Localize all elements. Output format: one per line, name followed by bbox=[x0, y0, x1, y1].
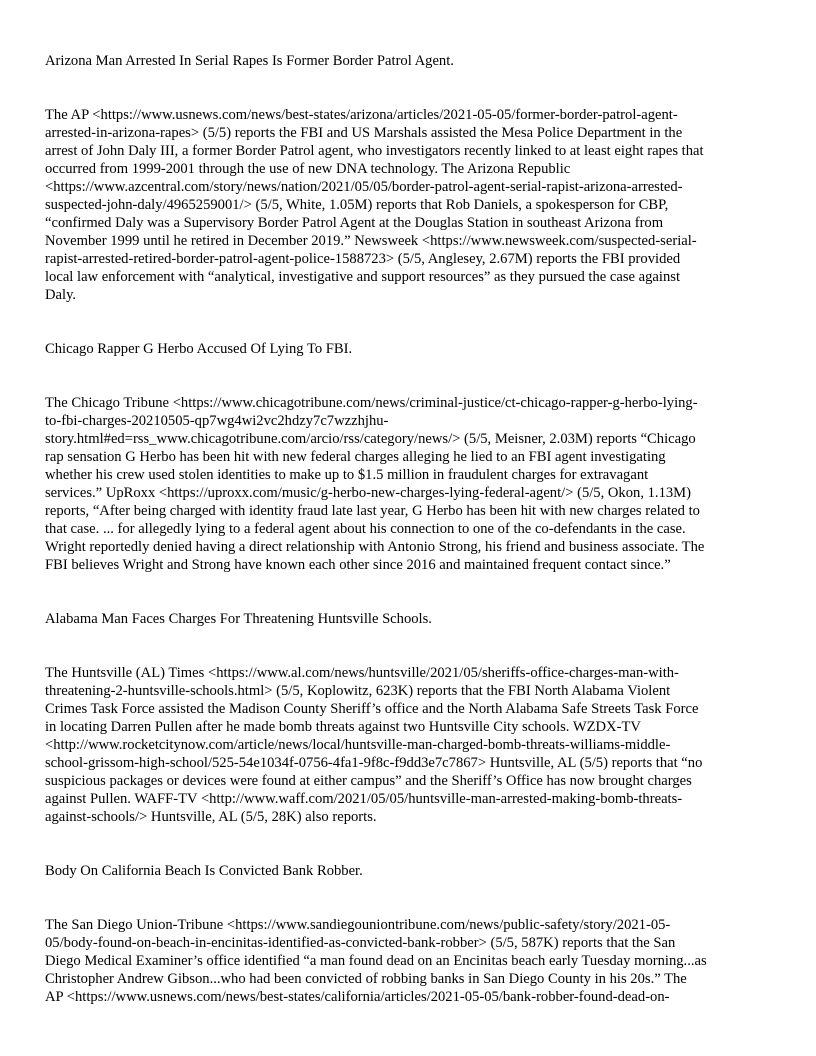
story-body bbox=[45, 916, 775, 1006]
body-line: AP <https://www.usnews.com/news/best-states/california/articles/2021-05-05/bank-robber-found-dead-on- bbox=[45, 989, 670, 1005]
body-line: The San Diego Union-Tribune <https://www.sandiegouniontribune.com/news/public-safety/story/2021-05- bbox=[45, 917, 671, 933]
story-body bbox=[45, 106, 775, 304]
body-line: school-grissom-high-school/525-54e1034f-0756-4fa1-9f8c-f9dd3e7c7867> Huntsville, AL (5/5) reports that “no bbox=[45, 755, 703, 771]
body-line: whether his crew used stolen identities to make up to $1.5 million in fraudulent charges for extravagant bbox=[45, 467, 649, 483]
body-line: The AP <https://www.usnews.com/news/best-states/arizona/articles/2021-05-05/former-border-patrol-agent- bbox=[45, 107, 678, 123]
document-page bbox=[45, 52, 775, 1042]
body-line: story.html#ed=rss_www.chicagotribune.com/arcio/rss/category/news/> (5/5, Meisner, 2.03M) reports “Chicago bbox=[45, 431, 696, 447]
body-line: threatening-2-huntsville-schools.html> (5/5, Koplowitz, 623K) reports that the FBI North Alabama Violent bbox=[45, 683, 671, 699]
body-line: local law enforcement with “analytical, investigative and support resources” as they pursued the case against bbox=[45, 269, 680, 285]
news-story bbox=[45, 610, 775, 826]
body-line: Crimes Task Force assisted the Madison County Sheriff’s office and the North Alabama Safe Streets Task Force bbox=[45, 701, 699, 717]
body-line: in locating Darren Pullen after he made bomb threats against two Huntsville City schools. WZDX-TV bbox=[45, 719, 641, 735]
body-line: The Chicago Tribune <https://www.chicagotribune.com/news/criminal-justice/ct-chicago-rapper-g-herbo-lying- bbox=[45, 395, 698, 411]
body-line: reports, “After being charged with identity fraud late last year, G Herbo has been hit with new charges related to bbox=[45, 503, 700, 519]
body-line: The Huntsville (AL) Times <https://www.al.com/news/huntsville/2021/05/sheriffs-office-charges-man-with- bbox=[45, 665, 679, 681]
body-line: services.” UpRoxx <https://uproxx.com/music/g-herbo-new-charges-lying-federal-agent/> (5/5, Okon, 1.13M) bbox=[45, 485, 691, 501]
story-headline: Chicago Rapper G Herbo Accused Of Lying To FBI. bbox=[45, 341, 353, 357]
body-line: <http://www.rocketcitynow.com/article/news/local/huntsville-man-charged-bomb-threats-williams-middle- bbox=[45, 737, 671, 753]
body-line: “confirmed Daly was a Supervisory Border Patrol Agent at the Douglas Station in southeast Arizona from bbox=[45, 215, 664, 231]
news-story bbox=[45, 340, 775, 574]
body-line: Daly. bbox=[45, 287, 77, 303]
body-line: against-schools/> Huntsville, AL (5/5, 28K) also reports. bbox=[45, 809, 377, 825]
body-line: Wright reportedly denied having a direct relationship with Antonio Strong, his friend and business associate. The bbox=[45, 539, 705, 555]
story-body bbox=[45, 394, 775, 574]
body-line: suspected-john-daly/4965259001/> (5/5, White, 1.05M) reports that Rob Daniels, a spokesperson for CBP, bbox=[45, 197, 669, 213]
body-line: November 1999 until he retired in December 2019.” Newsweek <https://www.newsweek.com/suspected-serial- bbox=[45, 233, 697, 249]
story-headline: Arizona Man Arrested In Serial Rapes Is Former Border Patrol Agent. bbox=[45, 53, 454, 69]
body-line: rapist-arrested-retired-border-patrol-agent-police-1588723> (5/5, Anglesey, 2.67M) reports the FBI provided bbox=[45, 251, 681, 267]
body-line: arrest of John Daly III, a former Border Patrol agent, who investigators recently linked to at least eight rapes that bbox=[45, 143, 704, 159]
body-line: suspicious packages or devices were found at either campus” and the Sheriff’s Office has now brought charges bbox=[45, 773, 692, 789]
news-story bbox=[45, 862, 775, 1006]
body-line: arrested-in-arizona-rapes> (5/5) reports the FBI and US Marshals assisted the Mesa Police Department in the bbox=[45, 125, 683, 141]
body-line: against Pullen. WAFF-TV <http://www.waff.com/2021/05/05/huntsville-man-arrested-making-bomb-threats- bbox=[45, 791, 683, 807]
body-line: FBI believes Wright and Strong have known each other since 2016 and maintained frequent contact since.” bbox=[45, 557, 671, 573]
story-headline: Body On California Beach Is Convicted Bank Robber. bbox=[45, 863, 363, 879]
body-line: <https://www.azcentral.com/story/news/nation/2021/05/05/border-patrol-agent-serial-rapist-arizona-arrested- bbox=[45, 179, 683, 195]
body-line: to-fbi-charges-20210505-qp7wg4wi2vc2hdzy7c7wzzhjhu- bbox=[45, 413, 389, 429]
body-line: that case. ... for allegedly lying to a federal agent about his connection to one of the co-defendants in the case. bbox=[45, 521, 686, 537]
story-headline: Alabama Man Faces Charges For Threatening Huntsville Schools. bbox=[45, 611, 432, 627]
body-line: occurred from 1999-2001 through the use of new DNA technology. The Arizona Republic bbox=[45, 161, 571, 177]
body-line: Diego Medical Examiner’s office identified “a man found dead on an Encinitas beach early Tuesday morning...as bbox=[45, 953, 707, 969]
body-line: Christopher Andrew Gibson...who had been convicted of robbing banks in San Diego County in his 20s.” The bbox=[45, 971, 687, 987]
news-story bbox=[45, 52, 775, 304]
story-body bbox=[45, 664, 775, 826]
body-line: 05/body-found-on-beach-in-encinitas-identified-as-convicted-bank-robber> (5/5, 587K) reports that the San bbox=[45, 935, 676, 951]
body-line: rap sensation G Herbo has been hit with new federal charges alleging he lied to an FBI agent investigating bbox=[45, 449, 666, 465]
